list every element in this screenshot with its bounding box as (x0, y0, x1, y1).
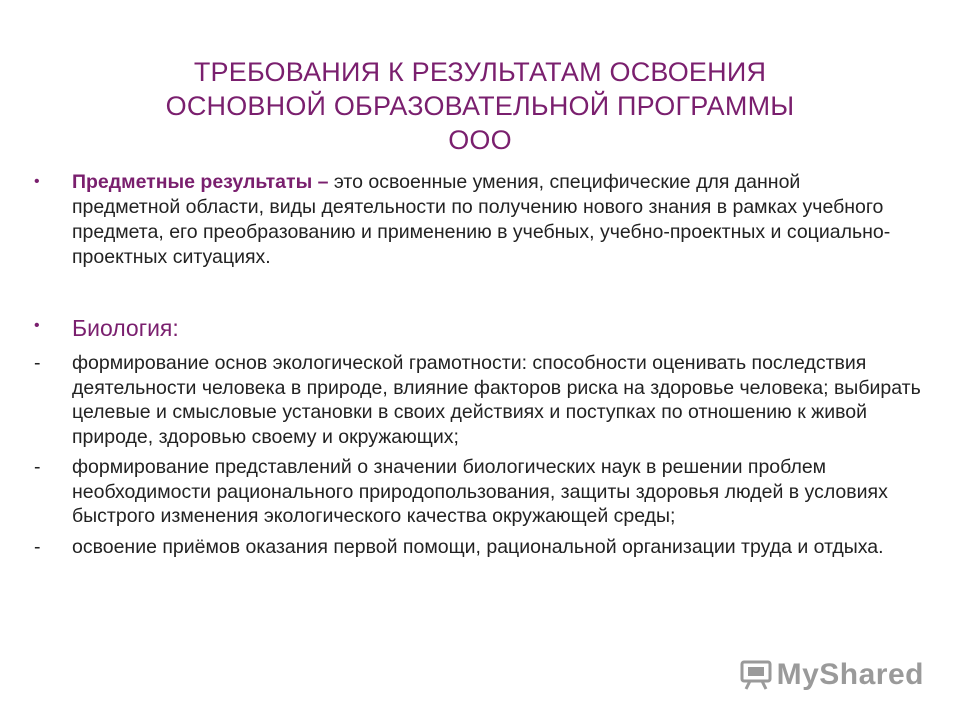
dash-marker: - (34, 535, 41, 558)
list-item (34, 351, 922, 449)
list-item (34, 535, 922, 560)
biology-heading (34, 315, 179, 342)
dash-marker: - (34, 456, 41, 478)
list-item-text: освоение приёмов оказания первой помощи, рациональной организации труда и отдыха. (72, 535, 884, 558)
title-line-1: ТРЕБОВАНИЯ К РЕЗУЛЬТАТАМ ОСВОЕНИЯ (193, 57, 767, 87)
projector-screen-icon (739, 658, 773, 692)
watermark-text: MyShared (776, 658, 924, 691)
biology-list (34, 351, 922, 565)
subject-results-text: это освоенные умения, специфические для данной предметной области, виды деятельности по получению нового знания в рамках учебного предмета, его преобразованию и применению в учебных, учебно-проектных и социально-проектных ситуациях. (72, 171, 891, 268)
bullet-icon: • (34, 317, 40, 334)
biology-heading-label: Биология: (72, 315, 179, 341)
subject-results-paragraph (34, 170, 902, 270)
slide-title (130, 55, 830, 157)
subject-results-term: Предметные результаты – (72, 171, 329, 193)
list-item-text: формирование основ экологической грамотности: способности оценивать последствия деятельности человека в природе, влияние факторов риска на здоровье человека; выбирать целевые и смысловые установки в своих действиях и поступках по отношению к живой природе, здоровью своему и окружающих; (72, 352, 921, 448)
title-line-2: ОСНОВНОЙ ОБРАЗОВАТЕЛЬНОЙ ПРОГРАММЫ ООО (165, 91, 795, 155)
list-item (34, 455, 922, 529)
bullet-icon: • (34, 173, 40, 190)
list-item-text: формирование представлений о значении биологических наук в решении проблем необходимости рационального природопользования, защиты здоровья людей в условиях быстрого изменения экологического качества окружающей среды; (72, 456, 888, 527)
watermark-logo (739, 658, 924, 692)
dash-marker: - (34, 352, 41, 374)
